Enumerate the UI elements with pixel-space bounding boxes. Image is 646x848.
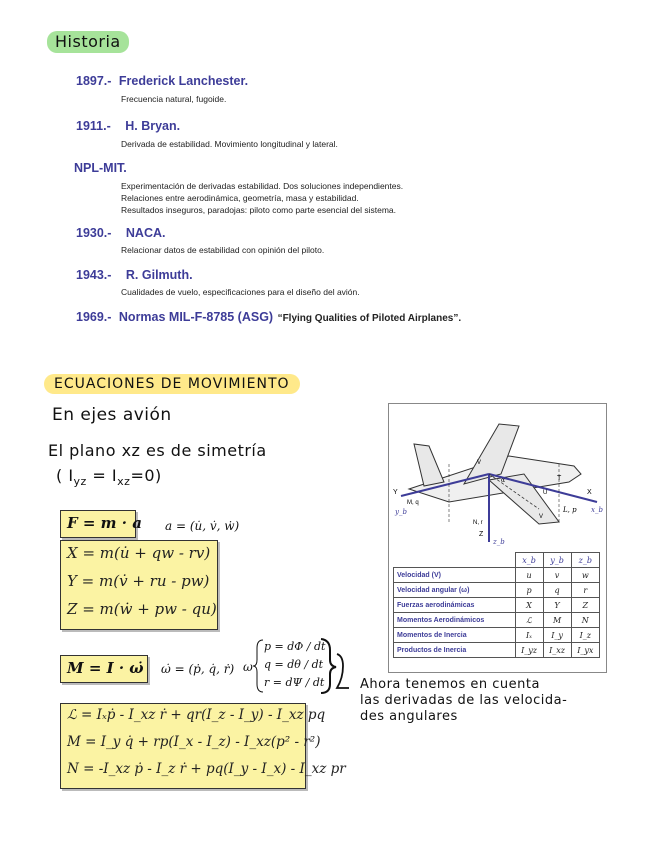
moment-eq-l: ℒ = Iₓṗ - I_xz ṙ + qr(I_z - I_y) - I_xz pq <box>67 707 326 723</box>
history-desc: Experimentación de derivadas estabilidad. Dos soluciones independientes. <box>121 181 404 191</box>
history-desc: Resultados inseguros, paradojas: piloto como parte esencial del sistema. <box>121 205 396 215</box>
svg-text:α: α <box>501 477 506 484</box>
history-year: NPL-MIT. <box>74 161 127 175</box>
history-desc: Derivada de estabilidad. Movimiento longitudinal y lateral. <box>121 139 338 149</box>
rate-p: p = dΦ / dt <box>264 640 326 653</box>
svg-text:U: U <box>543 490 548 496</box>
properties-table <box>393 552 600 658</box>
table-header: x_b <box>515 553 543 568</box>
historia-heading <box>47 32 129 51</box>
history-year: 1897.- <box>76 74 112 88</box>
rate-r: r = dΨ / dt <box>264 676 325 689</box>
history-year: 1943.- <box>76 268 112 282</box>
svg-text:T: T <box>557 475 562 482</box>
history-list <box>76 72 596 324</box>
history-name: R. Gilmuth. <box>125 268 193 282</box>
note-inertia: ( $I_{yz} = I_{xz}=0$) <box>56 466 162 489</box>
force-eq-z: Z = m(ẇ + pw - qu) <box>67 600 217 618</box>
force-eq-y: Y = m(v̇ + ru - pw) <box>67 572 210 590</box>
history-name: NACA. <box>125 226 166 240</box>
ecuaciones-heading <box>44 373 300 392</box>
table-row: Velocidad angular (ω) p q r <box>394 583 600 598</box>
svg-text:x_b: x_b <box>591 506 603 514</box>
history-entry-npl <box>76 159 596 175</box>
svg-text:L, p: L, p <box>563 506 577 514</box>
svg-text:X: X <box>587 489 592 496</box>
aircraft-diagram <box>389 404 606 549</box>
annotation <box>360 677 567 725</box>
history-entry-1897 <box>76 72 596 88</box>
force-header: F = m · a <box>67 514 142 532</box>
svg-text:z_b: z_b <box>493 538 505 546</box>
annotation-line: des angulares <box>360 709 458 724</box>
table-header: z_b <box>571 553 599 568</box>
moment-eq-n: N = -I_xz ṗ - I_z ṙ + pq(I_y - I_x) - I_xz pr <box>67 761 346 777</box>
omega-label: ω <box>243 660 253 674</box>
note-axes: En ejes avión <box>52 405 172 425</box>
svg-text:M, q: M, q <box>407 500 419 506</box>
svg-text:V: V <box>477 460 482 466</box>
history-name: H. Bryan. <box>125 119 181 133</box>
table-row: Momentos Aerodinámicos ℒ M N <box>394 613 600 628</box>
history-desc: Cualidades de vuelo, especificaciones para el diseño del avión. <box>121 287 360 297</box>
history-entry-1969 <box>76 308 596 324</box>
hand-arrow-icon <box>333 652 353 692</box>
svg-text:Z: Z <box>479 531 484 538</box>
historia-title: Historia <box>47 31 129 53</box>
history-desc: Frecuencia natural, fugoide. <box>121 94 227 104</box>
aircraft-axes-figure <box>388 403 607 673</box>
omega-def: ω̇ = (ṗ, q̇, ṙ) <box>161 662 235 676</box>
history-year: 1911.- <box>76 119 111 133</box>
table-row: Fuerzas aerodinámicas X Y Z <box>394 598 600 613</box>
svg-text:V: V <box>539 514 544 520</box>
table-header-row <box>394 553 600 568</box>
force-header-box <box>60 510 142 538</box>
moment-header: M = I · ω̇ <box>67 659 144 677</box>
annotation-line: las derivadas de las velocida- <box>360 693 568 708</box>
left-brace-icon <box>251 638 265 694</box>
history-entry-1930 <box>76 224 596 240</box>
history-year: 1969.- <box>76 310 112 324</box>
velocity-def: a = (u̇, v̇, ẇ) <box>165 519 240 533</box>
history-desc: Relaciones entre aerodinámica, geometría, masa y estabilidad. <box>121 193 359 203</box>
moment-eq-m: M = I_y q̇ + rp(I_x - I_z) - I_xz(p² - r²) <box>67 734 321 750</box>
history-desc-block <box>121 180 596 216</box>
table-header: y_b <box>543 553 571 568</box>
note-symmetry: El plano xz es de simetría <box>48 441 267 460</box>
svg-text:Y: Y <box>393 489 398 496</box>
moment-equations-box <box>60 703 346 789</box>
table-row: Velocidad (V) u v w <box>394 568 600 583</box>
moment-header-box <box>60 655 148 683</box>
history-entry-1943 <box>76 266 596 282</box>
history-year: 1930.- <box>76 226 112 240</box>
history-name: Frederick Lanchester. <box>118 74 249 88</box>
history-quote: “Flying Qualities of Piloted Airplanes”. <box>277 313 462 324</box>
table-row: Productos de Inercia I_yz I_xz I_yx <box>394 643 600 658</box>
history-entry-1911 <box>76 117 596 133</box>
history-name: Normas MIL-F-8785 (ASG) <box>118 310 274 324</box>
history-desc: Relacionar datos de estabilidad con opinión del piloto. <box>121 245 325 255</box>
force-eq-x: X = m(u̇ + qw - rv) <box>67 544 211 562</box>
svg-text:N, r: N, r <box>473 520 483 526</box>
rate-q: q = dθ / dt <box>264 658 324 671</box>
svg-text:y_b: y_b <box>395 508 407 516</box>
annotation-line: Ahora tenemos en cuenta <box>360 677 540 692</box>
force-equations-box <box>60 540 218 630</box>
ecuaciones-title: ECUACIONES DE MOVIMIENTO <box>44 374 300 394</box>
table-row: Momentos de Inercia Iₓ I_y I_z <box>394 628 600 643</box>
